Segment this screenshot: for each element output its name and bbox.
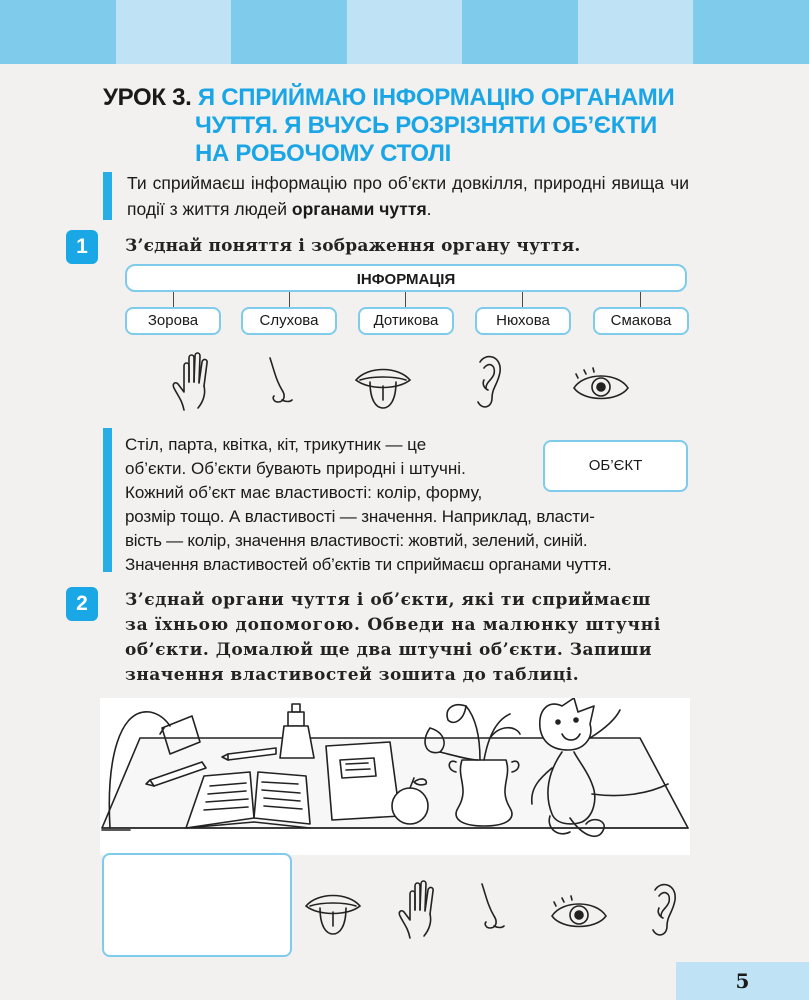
- task-2-line-2: за їхньою допомогою. Обведи на малюнку штучні: [125, 615, 662, 635]
- info-line: розмір тощо. А властивості — значення. Наприклад, власти-: [125, 507, 595, 526]
- stripe: [0, 0, 116, 64]
- task-number-1: 1: [66, 230, 98, 264]
- task-1-instruction: З’єднай поняття і зображення органу чуття.: [125, 236, 581, 256]
- information-box: ІНФОРМАЦІЯ: [125, 264, 687, 292]
- info-line: Кожний об’єкт має властивості: колір, форму,: [125, 483, 483, 502]
- object-box: ОБ’ЄКТ: [543, 440, 688, 492]
- eye-icon: [548, 894, 610, 934]
- intro-bold: органами чуття: [291, 199, 427, 219]
- page-number: 5: [676, 962, 809, 1000]
- nose-icon: [474, 882, 510, 934]
- accent-bar: [103, 428, 112, 572]
- hand-icon: [170, 350, 220, 414]
- stripe: [347, 0, 463, 64]
- type-chip-olfactory: Нюхова: [475, 307, 571, 335]
- connector: [173, 292, 174, 307]
- tongue-icon: [352, 360, 414, 412]
- book-icon: [186, 772, 310, 828]
- ink-bottle-icon: [280, 704, 314, 758]
- intro-end: .: [426, 199, 432, 219]
- stripe: [462, 0, 578, 64]
- answer-box[interactable]: [102, 853, 292, 957]
- connector: [405, 292, 406, 307]
- task-2-line-3: об’єкти. Домалюй ще два штучні об’єкти. Запиши: [125, 640, 652, 660]
- accent-bar: [103, 172, 112, 220]
- lesson-title-line-1: Я СПРИЙМАЮ ІНФОРМАЦІЮ ОРГАНАМИ: [197, 84, 675, 111]
- intro-text: Ти сприймаєш інформацію про об’єкти довкілля, природні явища чи події з життя людей: [127, 173, 689, 219]
- info-line: об’єкти. Об’єкти бувають природні і штучні.: [125, 459, 466, 478]
- type-chip-gustatory: Смакова: [593, 307, 689, 335]
- ear-icon: [470, 352, 504, 412]
- task-2-line-1: З’єднай органи чуття і об’єкти, які ти сприймаєш: [125, 590, 651, 610]
- ear-icon: [645, 880, 679, 940]
- lesson-number: УРОК 3.: [103, 84, 192, 111]
- type-chip-tactile: Дотикова: [358, 307, 454, 335]
- desk-scene: [100, 698, 690, 855]
- info-line: Значення властивостей об’єктів ти сприймаєш органами чуття.: [125, 555, 612, 574]
- connector: [289, 292, 290, 307]
- task-2-line-4: значення властивостей зошита до таблиці.: [125, 665, 580, 685]
- stripe: [116, 0, 232, 64]
- lesson-title-line-3: НА РОБОЧОМУ СТОЛІ: [195, 140, 452, 167]
- hand-icon: [396, 878, 446, 942]
- info-line: Стіл, парта, квітка, кіт, трикутник — це: [125, 435, 427, 454]
- type-chip-visual: Зорова: [125, 307, 221, 335]
- stripe: [578, 0, 694, 64]
- lesson-title: [103, 84, 743, 168]
- connector: [522, 292, 523, 307]
- stripe: [231, 0, 347, 64]
- type-chip-auditory: Слухова: [241, 307, 337, 335]
- lesson-title-line-2: ЧУТТЯ. Я ВЧУСЬ РОЗРІЗНЯТИ ОБ’ЄКТИ: [195, 112, 657, 139]
- intro-paragraph: [103, 170, 689, 222]
- tongue-icon: [302, 886, 364, 938]
- nose-icon: [262, 356, 298, 408]
- top-stripes: [0, 0, 809, 64]
- task-number-2: 2: [66, 587, 98, 621]
- info-line: вість — колір, значення властивості: жовтий, зелений, синій.: [125, 531, 588, 550]
- stripe: [693, 0, 809, 64]
- connector: [640, 292, 641, 307]
- eye-icon: [570, 366, 632, 406]
- notebook-icon: [326, 742, 400, 820]
